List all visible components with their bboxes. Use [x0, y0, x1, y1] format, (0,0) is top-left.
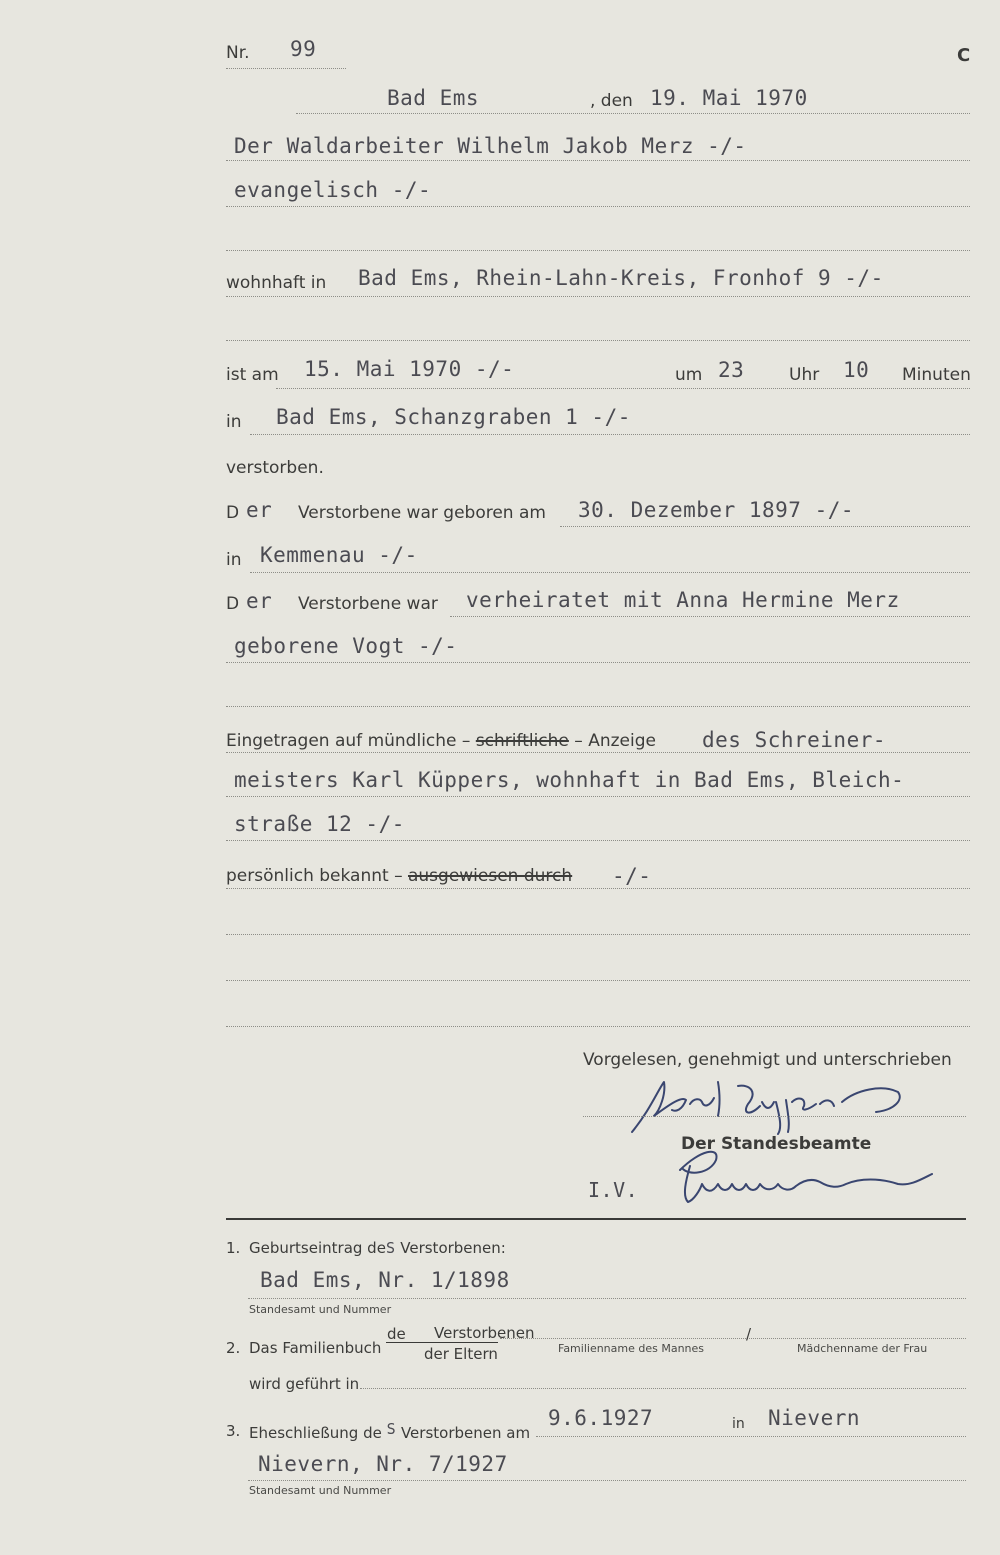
- identity-dots-2: [226, 934, 970, 935]
- marital-prefix: D: [226, 594, 240, 614]
- death-place-line: [250, 434, 970, 435]
- informant-signature: [620, 1070, 920, 1140]
- death-hour: 23: [718, 358, 745, 382]
- closing-statement: Vorgelesen, genehmigt und unterschrieben: [583, 1050, 952, 1070]
- registration-label: Eingetragen auf mündliche – schriftliche – Anzeige: [226, 731, 656, 751]
- identity-struck: ausgewiesen durch: [407, 866, 573, 886]
- note-2-caption-husband: Familienname des Mannes: [558, 1342, 705, 1355]
- identity-dots-4: [226, 1026, 970, 1027]
- identity-label: persönlich bekannt – ausgewiesen durch: [226, 866, 573, 886]
- residence-label: wohnhaft in: [226, 273, 327, 293]
- note-2-number: 2.: [226, 1339, 241, 1357]
- form-letter: C: [957, 45, 971, 66]
- birth-label: Verstorbene war geboren am: [298, 503, 546, 523]
- registrar-label: Der Standesbeamte: [681, 1134, 872, 1154]
- minuten-label: Minuten: [902, 365, 971, 385]
- verstorben-label: verstorben.: [226, 458, 324, 478]
- registration-dots-2: [226, 796, 970, 797]
- person-line-3: [226, 250, 970, 251]
- person-line-2: [226, 206, 970, 207]
- birth-place-label: in: [226, 550, 242, 570]
- registration-line-1: des Schreiner-: [702, 728, 887, 752]
- marital-line-2: geborene Vogt -/-: [234, 634, 458, 658]
- birth-date-line: [560, 526, 970, 527]
- note-2-de: de: [387, 1325, 406, 1343]
- marital-line-dots-2: [226, 662, 970, 663]
- entry-number-line: [226, 68, 346, 69]
- note-2-label: Das Familienbuch: [249, 1339, 382, 1357]
- note-3-line: [536, 1436, 966, 1437]
- note-1-caption: Standesamt und Nummer: [249, 1303, 392, 1316]
- note-3-value: Nievern, Nr. 7/1927: [258, 1452, 508, 1476]
- death-date: 15. Mai 1970 -/-: [304, 357, 515, 381]
- registrar-signature: [670, 1140, 940, 1210]
- identity-dots-3: [226, 980, 970, 981]
- death-place: Bad Ems, Schanzgraben 1 -/-: [276, 405, 631, 429]
- note-3-in: in: [732, 1416, 745, 1432]
- um-label: um: [675, 365, 703, 385]
- marital-line-dots-3: [226, 706, 970, 707]
- marital-prefix-typed: er: [246, 589, 273, 613]
- registration-dots-3: [226, 840, 970, 841]
- note-3-place: Nievern: [768, 1406, 861, 1430]
- note-2-caption-wife: Mädchenname der Frau: [797, 1342, 928, 1355]
- den-label: , den: [590, 91, 633, 111]
- death-minute: 10: [843, 358, 870, 382]
- note-2-fraction-line: [386, 1342, 498, 1343]
- note-1-line: [248, 1298, 966, 1299]
- note-3-caption: Standesamt und Nummer: [249, 1484, 392, 1497]
- identity-dots-1: [226, 888, 970, 889]
- registration-line-2: meisters Karl Küppers, wohnhaft in Bad Ems, Bleich-: [234, 768, 905, 792]
- entry-number-label: Nr.: [226, 43, 250, 63]
- marital-line-1: verheiratet mit Anna Hermine Merz: [466, 588, 900, 612]
- registration-line-3: straße 12 -/-: [234, 812, 405, 836]
- note-3-date: 9.6.1927: [548, 1406, 654, 1430]
- death-place-label: in: [226, 412, 242, 432]
- birth-date: 30. Dezember 1897 -/-: [578, 498, 855, 522]
- residence-value: Bad Ems, Rhein-Lahn-Kreis, Fronhof 9 -/-: [358, 266, 884, 290]
- place-date-line: [296, 113, 970, 114]
- note-2-option-parents: der Eltern: [424, 1345, 498, 1363]
- person-line-1: [226, 160, 970, 161]
- note-3-value-line: [248, 1480, 966, 1481]
- note-1-label: Geburtseintrag deS Verstorbenen:: [249, 1239, 506, 1257]
- birth-prefix-typed: er: [246, 498, 273, 522]
- note-2-footer: wird geführt in: [249, 1375, 360, 1393]
- registry-place: Bad Ems: [387, 86, 480, 110]
- birth-place-line: [250, 572, 970, 573]
- registration-dots-1: [226, 752, 970, 753]
- residence-line-2: [226, 340, 970, 341]
- birth-place: Kemmenau -/-: [260, 543, 418, 567]
- identity-value: -/-: [612, 864, 652, 888]
- iv-mark: I.V.: [588, 1178, 639, 1202]
- residence-line: [226, 296, 970, 297]
- note-3-number: 3.: [226, 1422, 241, 1440]
- note-2-line: [500, 1338, 966, 1339]
- registry-date: 19. Mai 1970: [650, 86, 808, 110]
- death-date-label: ist am: [226, 365, 279, 385]
- marital-line-dots-1: [450, 616, 970, 617]
- note-3-label: Eheschließung de S Verstorbenen am: [249, 1420, 531, 1442]
- marital-label: Verstorbene war: [298, 594, 438, 614]
- note-1-value: Bad Ems, Nr. 1/1898: [260, 1268, 510, 1292]
- section-divider: [226, 1218, 966, 1220]
- note-2-footer-line: [360, 1388, 966, 1389]
- entry-number-value: 99: [290, 37, 317, 61]
- note-2-option-deceased: Verstorbenen: [434, 1324, 535, 1342]
- informant-signature-line: [583, 1116, 966, 1117]
- note-1-number: 1.: [226, 1239, 241, 1257]
- deceased-religion: evangelisch -/-: [234, 178, 432, 202]
- uhr-label: Uhr: [789, 365, 820, 385]
- death-date-line: [276, 388, 970, 389]
- birth-prefix: D: [226, 503, 240, 523]
- registration-struck: schriftliche: [475, 731, 569, 751]
- note-2-slash: /: [746, 1325, 752, 1343]
- deceased-name-line: Der Waldarbeiter Wilhelm Jakob Merz -/-: [234, 134, 747, 158]
